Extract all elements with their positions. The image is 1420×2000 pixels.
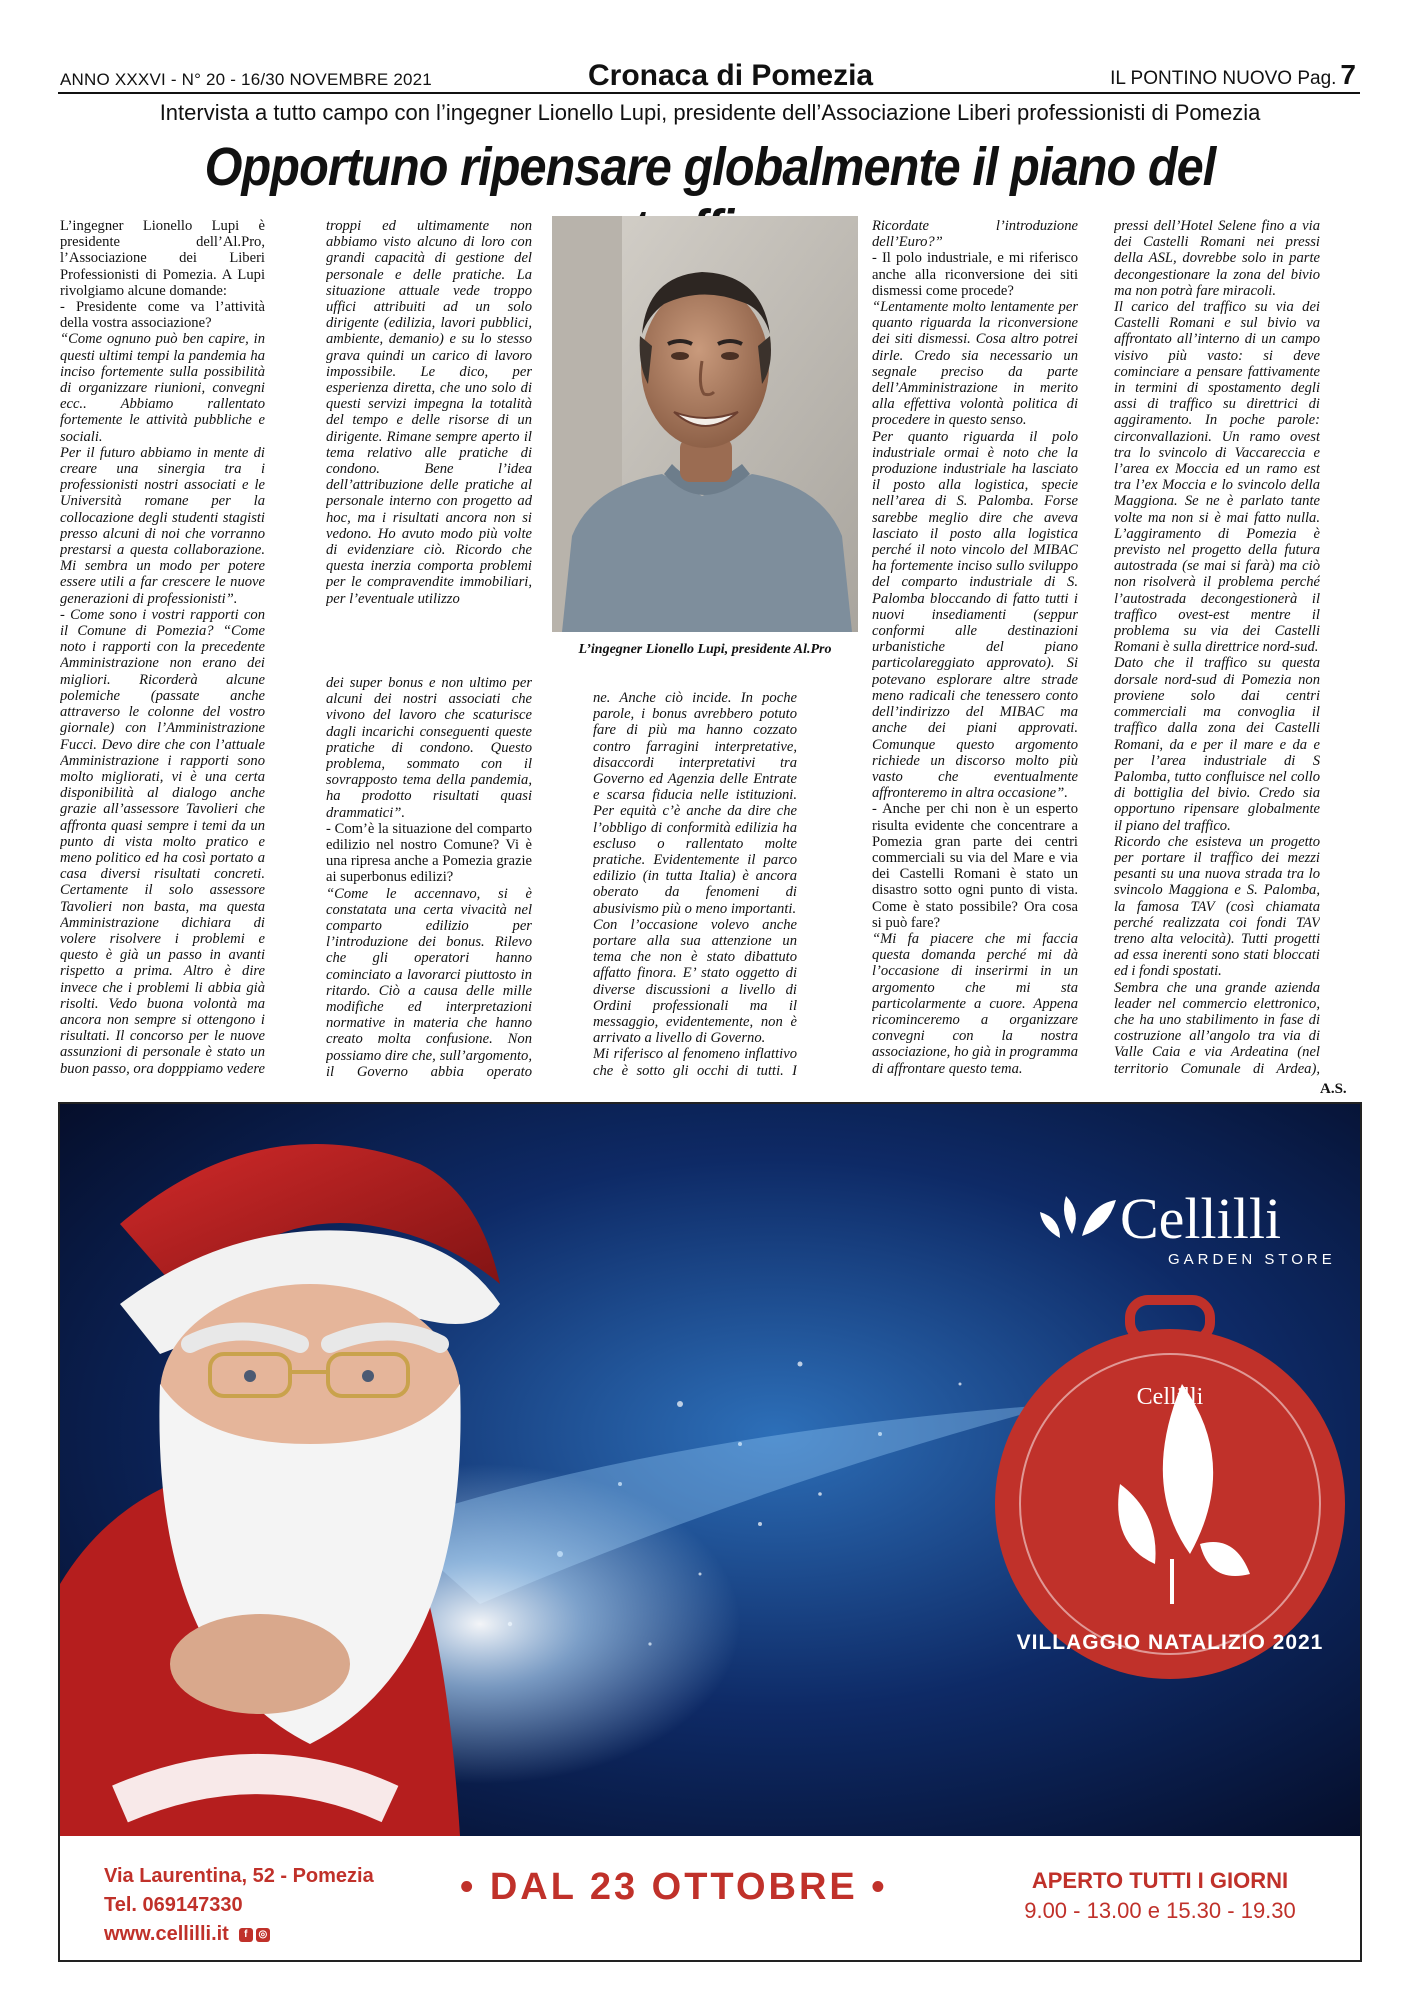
masthead [58,58,1360,94]
ad-date-banner: • DAL 23 OTTOBRE • [460,1866,888,1908]
article-column-3 [593,690,797,1080]
ad-hours: 9.00 - 13.00 e 15.30 - 19.30 [1024,1898,1296,1923]
page-number: 7 [1340,59,1356,90]
article-column-2 [326,218,532,656]
issue-info: ANNO XXXVI - N° 20 - 16/30 NOVEMBRE 2021 [60,70,432,89]
ad-brand-name: Cellilli [1120,1186,1282,1251]
article-paragraph: L’ingegner Lionello Lupi è presidente dell’Al.Pro, l’Associazione dei Liberi Professionisti di Pomezia. A Lupi rivolgiamo alcune domande: [60,218,265,299]
article-paragraph: Per quanto riguarda il polo industriale ormai è noto che la produzione industriale ha lasciato il posto alla logistica, specie nell’area di S. Palomba. Forse sarebbe meglio dire che aveva lasciato il posto alla logistica perché il noto vincolo del MIBAC ha fortemente inciso sullo sviluppo del comparto industriale di S. Palomba bloccando di fatto tutti i nuovi insediamenti (seppur conformi alle destinazioni urbanistiche del piano particolareggiato approvato). Si potevano esplorare altre strade meno radicali che tenessero conto dell’indirizzo del MIBAC ma anche dei piani approvati. Comunque questo argomento richiede un discorso molto più vasto che eventualmente affronteremo in altra occasione”. [872,428,1078,802]
article-paragraph [872,1077,1078,1078]
instagram-icon[interactable]: ◎ [256,1928,270,1942]
article-paragraph: Sembra che una grande azienda leader nel commercio elettronico, che ha uno stabilimento in fase di costruzione all’angolo tra via di Valle Caia e via Ardeatina (nel territorio Comunale di Ardea), [1114,979,1320,1077]
article-paragraph: - Anche per chi non è un esperto risulta evidente che concentrare a Pomezia gran parte dei centri commerciali su via del Mare e via dei Castelli Romani è stato un disastro sotto ogni punto di vista. Come è stato possibile? Ora cosa si può fare? [872,801,1078,931]
ad-website[interactable]: www.cellilli.it [104,1923,229,1945]
ad-brand-sub: GARDEN STORE [1168,1251,1336,1268]
article-paragraph: Ricordate l’introduzione dell’Euro?” [872,218,1078,251]
ad-contact [104,1862,374,1949]
portrait-illustration [552,216,858,632]
ad-santa-illustration [60,1104,1360,1836]
article-paragraph: “Lentamente molto lentamente per quanto riguarda la riconversione dei siti dismessi. Cosa altro potrei dirle. Credo sia necessario un segnale preciso da parte dell’Amministrazione in merito alla effettiva volontà politica di procedere in questo senso. [872,299,1078,429]
article-column-4 [872,218,1078,1078]
article-column-2-continued [326,675,532,1079]
article-paragraph: - Il polo industriale, e mi riferisco anche alla riconversione dei siti dismessi come procede? [872,250,1078,299]
author-signature: A.S. [1320,1081,1347,1097]
ad-footer [60,1836,1360,1960]
paper-title: IL PONTINO NUOVO Pag. [1110,68,1337,89]
portrait-photo [552,216,858,632]
paper-name [1110,59,1356,91]
ad-website-row [104,1920,374,1949]
ad-phone[interactable]: Tel. 069147330 [104,1894,243,1916]
social-icons [239,1928,270,1942]
article-paragraph: “Come le accennavo, si è constatata una certa vivacità nel comparto edilizio per l’introduzione dei bonus. Rilevo che gli operatori hanno cominciato a lavorarci piuttosto in ritardo. Ciò a causa delle mille modifiche ed interpretazioni normative in materia che hanno creato molta confusione. Non possiamo dire che, sull’argomento, il Governo abbia operato [326,885,532,1079]
article-paragraph: Mi riferisco al fenomeno inflattivo che è sotto gli occhi di tutti. I [593,1046,797,1079]
article-kicker: Intervista a tutto campo con l’ingegner Lionello Lupi, presidente dell’Associazione Liberi professionisti di Pomezia [159,100,1261,125]
ad-open-label: APERTO TUTTI I GIORNI [1031,1868,1289,1893]
facebook-icon[interactable]: f [239,1928,253,1942]
article-paragraph: dei super bonus e non ultimo per alcuni dei nostri associati che vivono del lavoro che scaturisce dagli incarichi conseguenti queste pratiche di condono. Questo problema, sommato con il sovrapposto tema della pandemia, ha prodotto risultati quasi drammatici”. [326,675,532,821]
ad-opening [995,1866,1325,1926]
article-paragraph: - Presidente come va l’attività della vostra associazione? [60,299,265,332]
photo-caption: L’ingegner Lionello Lupi, presidente Al.Pro [578,642,832,657]
article-paragraph: Il carico del traffico su via dei Castelli Romani e sul bivio va affrontato all’interno di un campo visivo più vasto: si deve cominciare a pensare fattivamente in termini di spostamento degli assi di traffico su direttrici di aggiramento. In poche parole: circonvallazioni. Un ramo ovest tra lo svincolo di Vaccareccia e l’area ex Moccia ed un ramo est tra l’ex Moccia e lo svincolo della Maggiona. Se ne è parlato tante volte ma non si è mai fatto nulla. L’aggiramento di Pomezia è previsto nel progetto della futura autostrada (se mai si farà) ma ciò non risolverà il problema perché l’autostrada decongestionerà il traffico ovest-est mentre il problema su via dei Castelli Romani è sulla direttrice nord-sud. [1114,299,1320,656]
section-title: Cronaca di Pomezia [588,59,874,92]
article-paragraph: pressi dell’Hotel Selene fino a via dei Castelli Romani nei pressi della ASL, dovrebbe solo in parte decongestionare la zona del bivio ma non potrà fare miracoli. [1114,218,1320,299]
article-paragraph: troppi ed ultimamente non abbiamo visto alcuno di loro con grandi capacità di gestione del personale e delle pratiche. La situazione attuale vede troppo uffici attribuiti ad un solo dirigente (edilizia, lavori pubblici, ambiente, demanio) e su lo stesso grava quindi un carico di lavoro impossibile. Le dico, per esperienza diretta, che uno solo di questi servizi impegna la totalità del tempo e delle risorse di un dirigente. Rimane sempre aperto il tema relativo alle pratiche di condono. Bene l’idea dell’attribuzione delle pratiche al personale interno con progetto ad hoc, ma i risultati ancora non si vedono. Ho avuto modo più volte di evidenziare ciò. Ricordo che questa inerzia comporta problemi per le compravendite immobiliari, per l’eventuale utilizzo [326,218,532,607]
cellilli-advertisement[interactable] [58,1102,1362,1962]
article-paragraph: - Com’è la situazione del comparto edilizio nel nostro Comune? Vi è una ripresa anche a Pomezia grazie ai superbonus edilizi? [326,820,532,886]
article-paragraph: “Mi fa piacere che mi faccia questa domanda perché mi dà l’occasione di inserirmi in un argomento che mi sta particolarmente a cuore. Appena ricominceremo a organizzare convegni con la nostra associazione, ho già in programma di affrontare questo tema. [872,930,1078,1077]
article-paragraph: ne. Anche ciò incide. In poche parole, i bonus avrebbero potuto fare di più ma hanno cozzato contro farragini interpretative, disaccordi interpretativi tra Governo ed Agenzia delle Entrate e scarsa fiducia nelle istituzioni. Per equità c’è anche da dire che l’obbligo di conformità edilizia ha escluso o rallentato molte pratiche. Evidentemente il parco edilizio (in tutta Italia) è ancora oberato da fenomeni di abusivismo più o meno importanti. [593,690,797,917]
article-paragraph: Dato che il traffico su questa dorsale nord-sud di Pomezia non proviene solo dai centri commerciali ma convoglia il traffico dalla zona dei Castelli Romani, da e per il mare e da e per l’area industriale di S Palomba, tutto confluisce nel collo di bottiglia del bivio. Credo sia opportuno ripensare globalmente il piano del traffico. [1114,655,1320,834]
article-paragraph: Ricordo che esisteva un progetto per portare il traffico dei mezzi pesanti su una nuova strada tra lo svincolo Maggiona e S. Palomba, la famosa TAV (così chiamata perché realizzata coi fondi TAV treno alta velocità). Tutti progetti ad essa inerenti sono stati bloccati ed i fondi spostati. [1114,833,1320,980]
article-headline: Opportuno ripensare globalmente il piano del [204,137,1216,197]
article-paragraph: Con l’occasione volevo anche portare alla sua attenzione un tema che non è stato dibattuto affatto finora. E’ stato oggetto di diverse discussioni a livello di Ordini professionali ma il messaggio, evidentemente, non è arrivato a livello di Governo. [593,916,797,1047]
badge-event: VILLAGGIO NATALIZIO 2021 [1016,1631,1324,1654]
article-paragraph: “Come ognuno può ben capire, in questi ultimi tempi la pandemia ha inciso fortemente sulla possibilità di organizzare riunioni, convegni ecc.. Abbiamo rallentato fortemente le attività pubbliche e sociali. [60,331,265,445]
masthead-rule [58,92,1360,94]
article-paragraph: - Come sono i vostri rapporti con il Comune di Pomezia? “Come noto i rapporti con la precedente Amministrazione non erano dei migliori. Ricorderà alcune polemiche (passate anche attraverso le colonne del vostro giornale) con l’Amministrazione Fucci. Devo dire che con l’attuale Amministrazione i rapporti sono molto migliorati, vi è una certa disponibilità al dialogo anche grazie all’assessore Tavolieri che affronta quasi sempre i temi da un punto di vista molto pratico e meno politico ed ha così portato a casa diversi risultati concreti. Certamente il solo assessore Tavolieri non basta, ma questa Amministrazione dichiara di volere risolvere i problemi e questo è già un passo in avanti rispetto a prima. Altro è dire invece che i problemi li abbia già risolti. Vedo buona volontà ma ancora non sempre si ottengono i risultati. Il concorso per le nuove assunzioni di personale è stato un buon passo, ora dopppiamo vedere [60,606,265,1077]
ad-address: Via Laurentina, 52 - Pomezia [104,1865,374,1887]
article-column-1 [60,218,265,1078]
article-column-5 [1114,218,1320,1078]
badge-brand: Cellilli [1136,1384,1204,1410]
article-paragraph: Per il futuro abbiamo in mente di creare una sinergia tra i professionisti nostri associati e le Università romane per la collocazione degli studenti stagisti presso alcuni di noi che vorranno prestarsi a questa collaborazione. Mi sembra un modo per potere essere utili a far crescere le nuove generazioni di professionisti”. [60,444,265,607]
